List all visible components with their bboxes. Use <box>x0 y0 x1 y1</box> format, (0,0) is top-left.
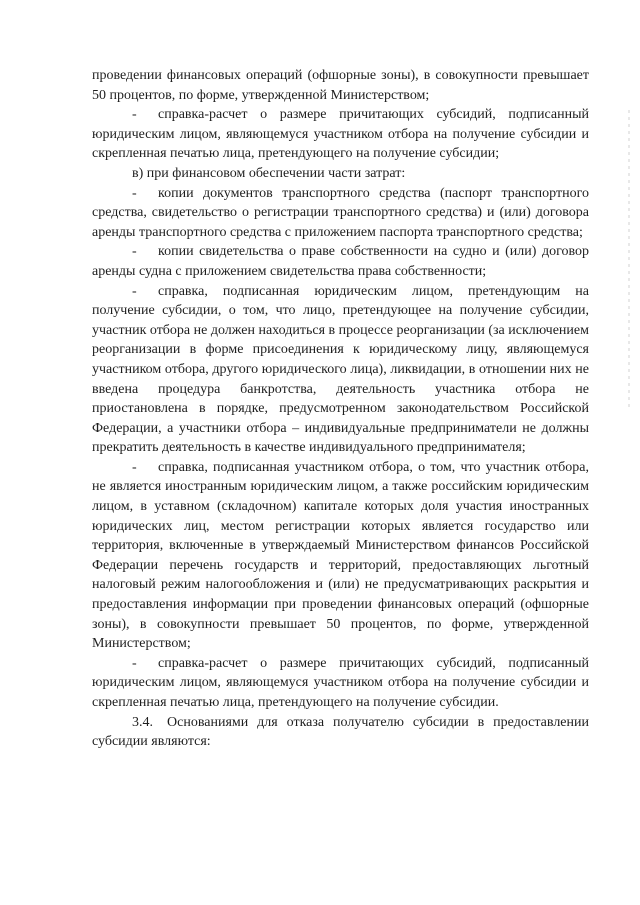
list-item-reorganization-certificate <box>92 282 589 458</box>
list-item-subsidy-calculation-final <box>92 654 589 713</box>
margin-stamp-mark <box>628 110 630 410</box>
list-item-subsidy-calculation <box>92 105 589 164</box>
list-dash: - <box>132 107 137 123</box>
subsection-text: в) при финансовом обеспечении части затрат: <box>132 165 406 181</box>
list-dash: - <box>132 244 137 260</box>
document-page <box>92 66 589 752</box>
list-item-text: справка, подписанная участником отбора, о том, что участник отбора, не является иностранным юридическим лицом, а также российским юридическим лицом, в уставном (складочном) капитале которых доля участия иностранных юридических лиц, местом регистрации которых является государство или территория, включенные в утверждаемый Министерством финансов Российской Федерации перечень государств и территорий, предоставляющих льготный налоговый режим налогообложения и (или) не предусматривающих раскрытия и предоставления информации при проведении финансовых операций (офшорные зоны), в совокупности превышает 50 процентов, по форме, утвержденной Министерством; <box>92 459 589 652</box>
list-item-text: копии документов транспортного средства (паспорт транспортного средства, свидетельство о регистрации транспортного средства) и (или) договора аренды транспортного средства с приложением паспорта транспортного средства; <box>92 185 589 240</box>
list-dash: - <box>132 185 137 201</box>
list-item-vehicle-documents <box>92 184 589 243</box>
list-item-text: справка-расчет о размере причитающих субсидий, подписанный юридическим лицом, являющемуся участником отбора на получение субсидии и скрепленная печатью лица, претендующего на получение субсидии; <box>92 107 589 162</box>
subsection-heading-v <box>92 164 589 184</box>
list-item-text: копии свидетельства о праве собственности на судно и (или) договор аренды судна с приложением свидетельства права собственности; <box>92 244 589 279</box>
section-text: Основаниями для отказа получателю субсидии в предоставлении субсидии являются: <box>92 714 589 750</box>
list-dash: - <box>132 459 137 475</box>
section-number: 3.4. <box>132 714 153 730</box>
section-3-4 <box>92 713 589 752</box>
list-dash: - <box>132 283 137 299</box>
paragraph-continuation <box>92 66 589 105</box>
list-item-vessel-ownership <box>92 242 589 281</box>
list-item-text: справка, подписанная юридическим лицом, претендующим на получение субсидии, о том, что лицо, претендующее на получение субсидии, участник отбора не должен находиться в процессе реорганизации (за исключением реорганизации в форме присоединения к юридическому лицу, являющемуся участником отбора, другого юридического лица), ликвидации, в отношении них не введена процедура банкротства, деятельность участника отбора не приостановлена в порядке, предусмотренном законодательством Российской Федерации, а участники отбора – индивидуальные предприниматели не должны прекратить деятельность в качестве индивидуального предпринимателя; <box>92 283 589 456</box>
list-item-text: справка-расчет о размере причитающих субсидий, подписанный юридическим лицом, являющемуся участником отбора на получение субсидии и скрепленная печатью лица, претендующего на получение субсидии. <box>92 655 589 710</box>
paragraph-text: проведении финансовых операций (офшорные зоны), в совокупности превышает 50 процентов, по форме, утвержденной Министерством; <box>92 68 589 103</box>
list-item-foreign-entity-certificate <box>92 458 589 654</box>
list-dash: - <box>132 655 137 671</box>
